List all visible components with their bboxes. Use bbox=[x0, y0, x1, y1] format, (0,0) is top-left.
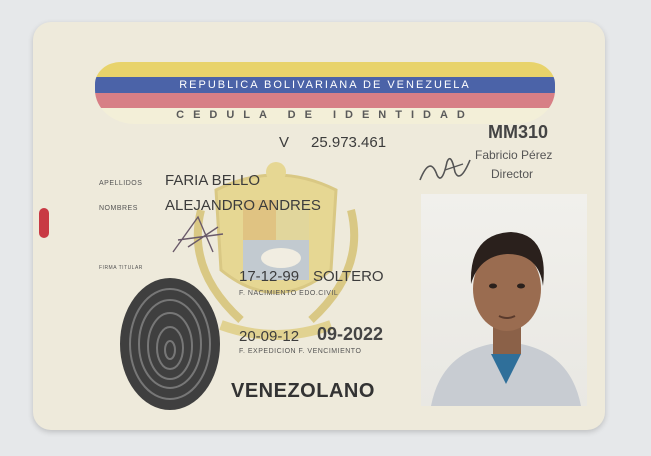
id-prefix: V bbox=[279, 134, 290, 151]
red-mark bbox=[39, 208, 49, 238]
surname-value: FARIA BELLO bbox=[165, 172, 261, 189]
surname-label: APELLIDOS bbox=[99, 180, 143, 187]
marital-status: SOLTERO bbox=[313, 268, 384, 285]
issuer-code: MM310 bbox=[488, 122, 549, 142]
portrait-icon bbox=[421, 194, 587, 406]
issuer-name: Fabricio Pérez bbox=[475, 148, 553, 162]
republic-title: REPUBLICA BOLIVARIANA DE VENEZUELA bbox=[179, 79, 471, 91]
id-number: 25.973.461 bbox=[311, 134, 387, 151]
flag-stripe-red bbox=[95, 93, 555, 108]
holder-photo bbox=[421, 194, 587, 406]
birth-status-label: F. NACIMIENTO EDO.CIVIL bbox=[239, 290, 339, 297]
holder-signature-icon bbox=[168, 212, 228, 262]
id-card bbox=[33, 22, 605, 430]
signature-label: FIRMA TITULAR bbox=[99, 265, 143, 271]
nationality: VENEZOLANO bbox=[231, 380, 375, 402]
fingerprint-icon bbox=[115, 274, 225, 414]
expiry-date: 09-2022 bbox=[317, 324, 384, 344]
document-type: CEDULA DE IDENTIDAD bbox=[176, 109, 474, 121]
names-value: ALEJANDRO ANDRES bbox=[165, 197, 321, 214]
dates-label: F. EXPEDICION F. VENCIMIENTO bbox=[239, 348, 362, 355]
birth-date: 17-12-99 bbox=[239, 268, 300, 285]
issue-date: 20-09-12 bbox=[239, 328, 300, 345]
flag-banner bbox=[95, 62, 555, 124]
issuer-title: Director bbox=[491, 167, 534, 181]
names-label: NOMBRES bbox=[99, 205, 138, 212]
director-signature-icon bbox=[415, 150, 475, 190]
flag-stripe-yellow bbox=[95, 62, 555, 77]
